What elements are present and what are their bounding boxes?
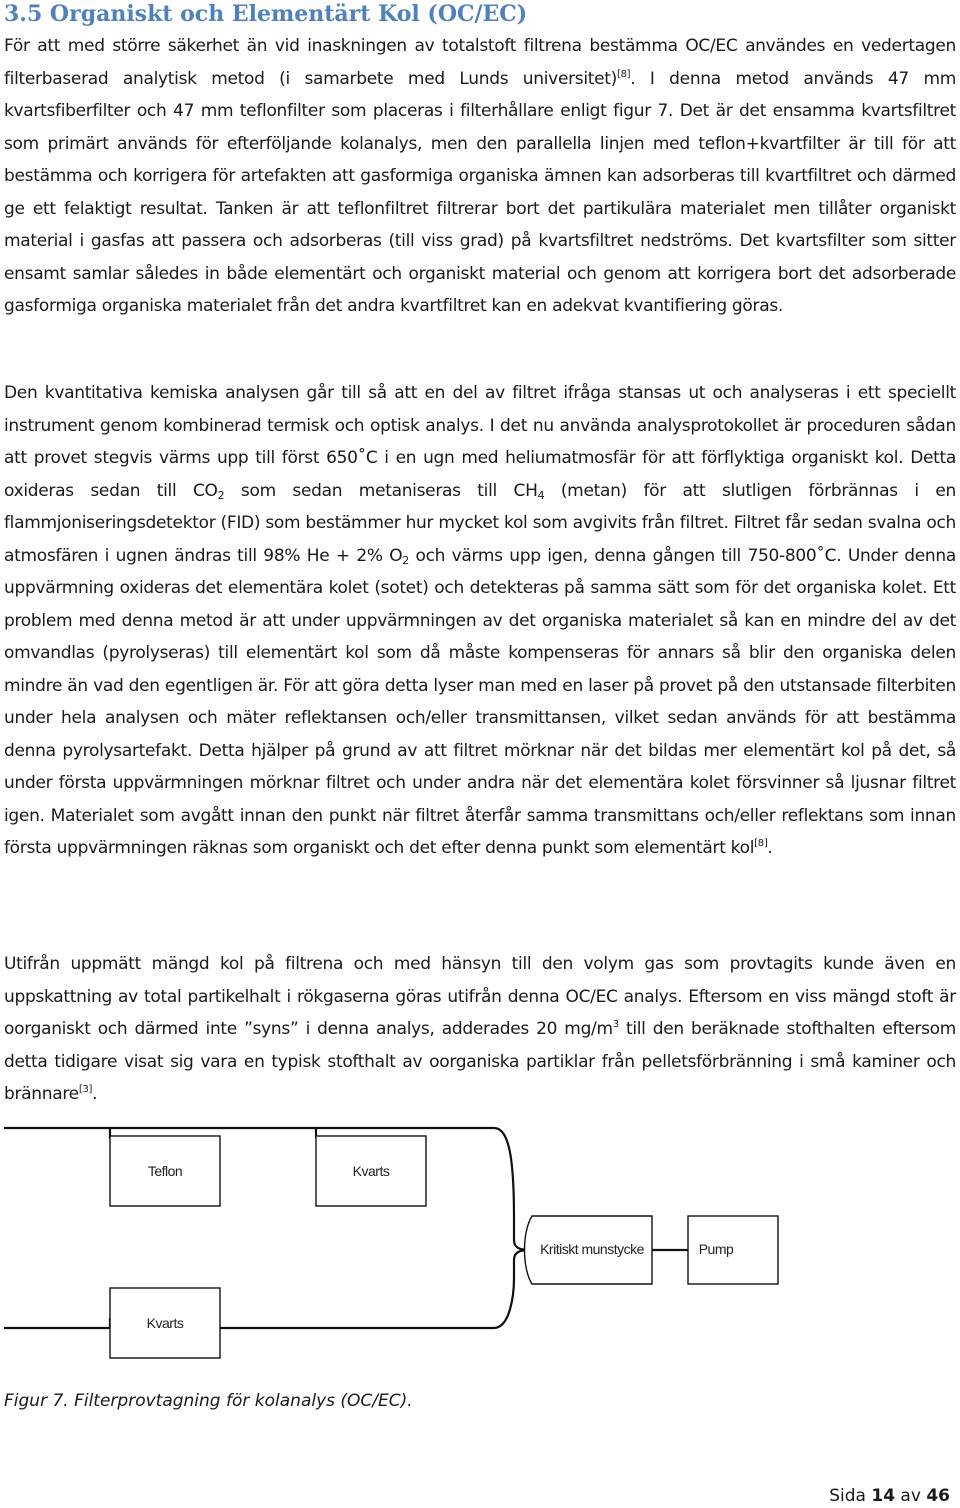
kvarts-label-bottom: Kvarts <box>146 1315 184 1331</box>
p1-text-b: . I denna metod används 47 mm kvartsfiberfilter och 47 mm teflonfilter som placeras i filterhållare enligt figur 7. Det är det ensamma kvartsfiltret som primärt används för efterföljande kolanalys, men den parallella linjen med teflon+kvartfilter är till för att bestämma och korrigera för artefakten att gasformiga organiska ämnen kan adsorberas till kvartfiltret och därmed ge ett felaktigt resultat. Tanken är att teflonfiltret filtrerar bort det partikulära materialet men tillåter organiskt material i gasfas att passera och adsorberas (till viss grad) på kvartsfiltret nedströms. Det kvartsfilter som sitter ensamt samlar således in både elementärt och organiskt material och genom att korrigera bort det adsorberade gasformiga organiska materialet från det andra kvartfiltret kan en adekvat kvantifiering göras. <box>4 68 957 316</box>
section-heading: 3.5 Organiskt och Elementärt Kol (OC/EC) <box>4 1 528 27</box>
nozzle-label: Kritiskt munstycke <box>540 1241 644 1257</box>
p2-text-d: och värms upp igen, denna gången till 750-800˚C. Under denna uppvärmning oxideras det elementära kolet (sotet) och detekteras på samma sätt som för det organiska kolet. Ett problem med denna metod är att under uppvärmningen av det organiska materialet så kan en mindre del av det omvandlas (pyrolyseras) till elementärt kol som då måste kompenseras för annars så blir den organiska delen mindre än vad den egentligen är. För att göra detta lyser man med en laser på provet på den utstansade filterbiten under hela analysen och mäter reflektansen och/eller transmittansen, vilket sedan används för att bestämma denna pyrolysartefakt. Detta hjälper på grund av att filtret mörknar när det bildas mer elementärt kol på det, så under första uppvärmningen mörknar filtret och under andra när det elementära kolet försvinner så ljusnar filtret igen. Materialet som avgått innan den punkt när filtret återfår samma transmittans och/eller reflektans som innan första uppvärmningen räknas som organiskt och det efter denna punkt som elementärt kol <box>4 545 957 858</box>
page-number <box>829 1484 950 1508</box>
page-label-middle: av <box>895 1486 927 1506</box>
teflon-label: Teflon <box>147 1163 183 1179</box>
sample-line-top <box>4 1128 530 1250</box>
paragraph-particle-estimate <box>4 948 956 1111</box>
current-page: 14 <box>871 1486 896 1506</box>
p2-text-a: Den kvantitativa kemiska analysen går till så att en del av filtret ifråga stansas ut och analyseras i ett speciellt instrument genom kombinerad termisk och optisk analys. I det nu använda analysprotokollet är proceduren sådan att provet stegvis värms upp till först 650˚C i en ugn med heliumatmosfär för att förflyktiga organiskt kol. Detta oxideras sedan till CO <box>4 383 956 501</box>
citation-ref: [8] <box>754 838 768 849</box>
total-pages: 46 <box>926 1486 950 1506</box>
p3-text-c: . <box>92 1084 98 1104</box>
p1-text-a: För att med större säkerhet än vid inaskningen av totalstoft filtrena bestämma OC/EC användes en vedertagen filterbaserad analytisk metod (i samarbete med Lunds universitet) <box>4 36 956 89</box>
pump-label: Pump <box>698 1241 734 1257</box>
p2-text-c: (metan) för att slutligen förbrännas i en flammjoniseringsdetektor (FID) som bestämmer hur mycket kol som avgivits från filtret. Filtret får sedan svalna och atmosfären i ugnen ändras till 98% He + 2% O <box>4 480 956 566</box>
p2-text-e: . <box>767 838 773 858</box>
paragraph-method-intro <box>4 30 956 323</box>
paragraph-analysis <box>4 377 956 865</box>
citation-ref: [8] <box>617 68 631 80</box>
figure-caption: Figur 7. Filterprovtagning för kolanalys (OC/EC). <box>4 1391 413 1411</box>
superscript: 3 <box>612 1019 619 1030</box>
p3-text-a: Utifrån uppmätt mängd kol på filtrena och med hänsyn till den volym gas som provtagits kunde även en uppskattning av total partikelhalt i rökgaserna göras utifrån denna OC/EC analys. Eftersom en viss mängd stoft är oorganiskt och därmed inte ”syns” i denna analys, adderades 20 mg/m <box>4 954 956 1039</box>
sample-line-bottom <box>4 1250 530 1328</box>
p3-text-b: till den beräknade stofthalten eftersom detta tidigare visat sig vara en typisk stofthalt av oorganiska partiklar från pelletsförbränning i små kaminer och brännare <box>4 1019 956 1104</box>
subscript: 2 <box>402 553 409 567</box>
p2-text-b: som sedan metaniseras till CH <box>224 480 538 501</box>
kvarts-label-top: Kvarts <box>352 1163 390 1179</box>
subscript: 4 <box>537 488 545 502</box>
subscript: 2 <box>217 488 225 502</box>
page-label-prefix: Sida <box>829 1486 872 1506</box>
citation-ref: [3] <box>78 1084 93 1095</box>
filter-sampling-diagram <box>4 1118 956 1378</box>
